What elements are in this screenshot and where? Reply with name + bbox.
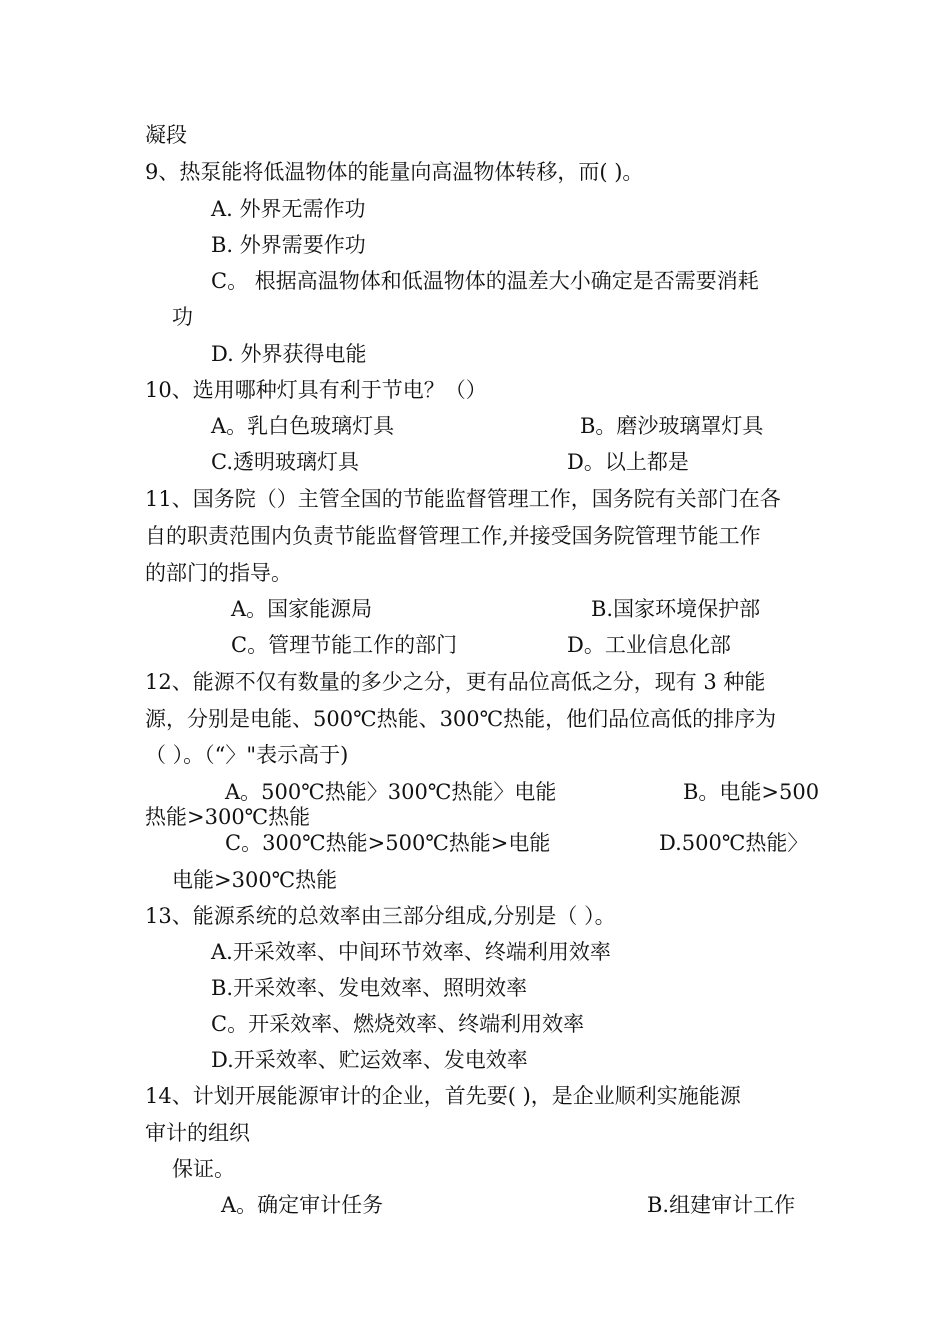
q13-option-c: C。开采效率、燃烧效率、终端利用效率: [211, 1012, 585, 1036]
q12-stem-line1: 12、能源不仅有数量的多少之分，更有品位高低之分，现有 3 种能: [145, 670, 766, 694]
q10-option-b: B。磨沙玻璃罩灯具: [580, 414, 764, 438]
q9-option-b: B. 外界需要作功: [211, 233, 366, 257]
q14-option-b: B.组建审计工作: [647, 1193, 796, 1217]
q14-option-a: A。确定审计任务: [221, 1193, 384, 1217]
q14-stem-line2: 审计的组织: [145, 1121, 250, 1145]
q11-stem-line3: 的部门的指导。: [145, 561, 292, 585]
q13-option-a: A.开采效率、中间环节效率、终端利用效率: [211, 940, 611, 964]
q9-option-c-cont: 功: [172, 305, 193, 329]
q13-stem: 13、能源系统的总效率由三部分组成,分别是（ ）。: [145, 904, 616, 928]
q12-option-c: C。300℃热能>500℃热能>电能: [225, 831, 551, 855]
q12-option-d: D.500℃热能〉: [659, 831, 809, 855]
q11-option-a: A。国家能源局: [231, 597, 373, 621]
q9-option-d: D. 外界获得电能: [211, 342, 367, 366]
q12-option-b: B。电能>500: [683, 780, 820, 804]
q14-stem-line3: 保证。: [172, 1157, 235, 1181]
q10-stem: 10、选用哪种灯具有利于节电？（）: [145, 378, 487, 402]
q13-option-b: B.开采效率、发电效率、照明效率: [211, 976, 528, 1000]
q9-option-a: A. 外界无需作功: [211, 197, 366, 221]
q12-stem-line2: 源，分别是电能、500℃热能、300℃热能，他们品位高低的排序为: [145, 707, 777, 731]
q10-option-a: A。乳白色玻璃灯具: [211, 414, 395, 438]
q12-option-b-cont: 热能>300℃热能: [145, 805, 311, 829]
q11-stem-line2: 自的职责范围内负责节能监督管理工作,并接受国务院管理节能工作: [145, 524, 761, 548]
q12-stem-line3: （ ）。（“〉"表示高于): [145, 743, 349, 767]
q11-option-d: D。工业信息化部: [567, 633, 731, 657]
q10-option-d: D。以上都是: [567, 450, 689, 474]
q11-stem-line1: 11、国务院（）主管全国的节能监督管理工作，国务院有关部门在各: [145, 487, 781, 511]
q12-option-a: A。500℃热能〉300℃热能〉电能: [225, 780, 557, 804]
q10-option-c: C.透明玻璃灯具: [211, 450, 359, 474]
q11-option-b: B.国家环境保护部: [591, 597, 761, 621]
q8-tail-text: 凝段: [145, 123, 187, 147]
q12-option-d-cont: 电能>300℃热能: [172, 868, 338, 892]
q14-stem-line1: 14、计划开展能源审计的企业，首先要( )，是企业顺利实施能源: [145, 1084, 741, 1108]
q13-option-d: D.开采效率、贮运效率、发电效率: [211, 1048, 528, 1072]
q11-option-c: C。管理节能工作的部门: [231, 633, 458, 657]
q9-option-c: C。 根据高温物体和低温物体的温差大小确定是否需要消耗: [211, 269, 759, 293]
q9-stem: 9、热泵能将低温物体的能量向高温物体转移，而( )。: [145, 160, 644, 184]
